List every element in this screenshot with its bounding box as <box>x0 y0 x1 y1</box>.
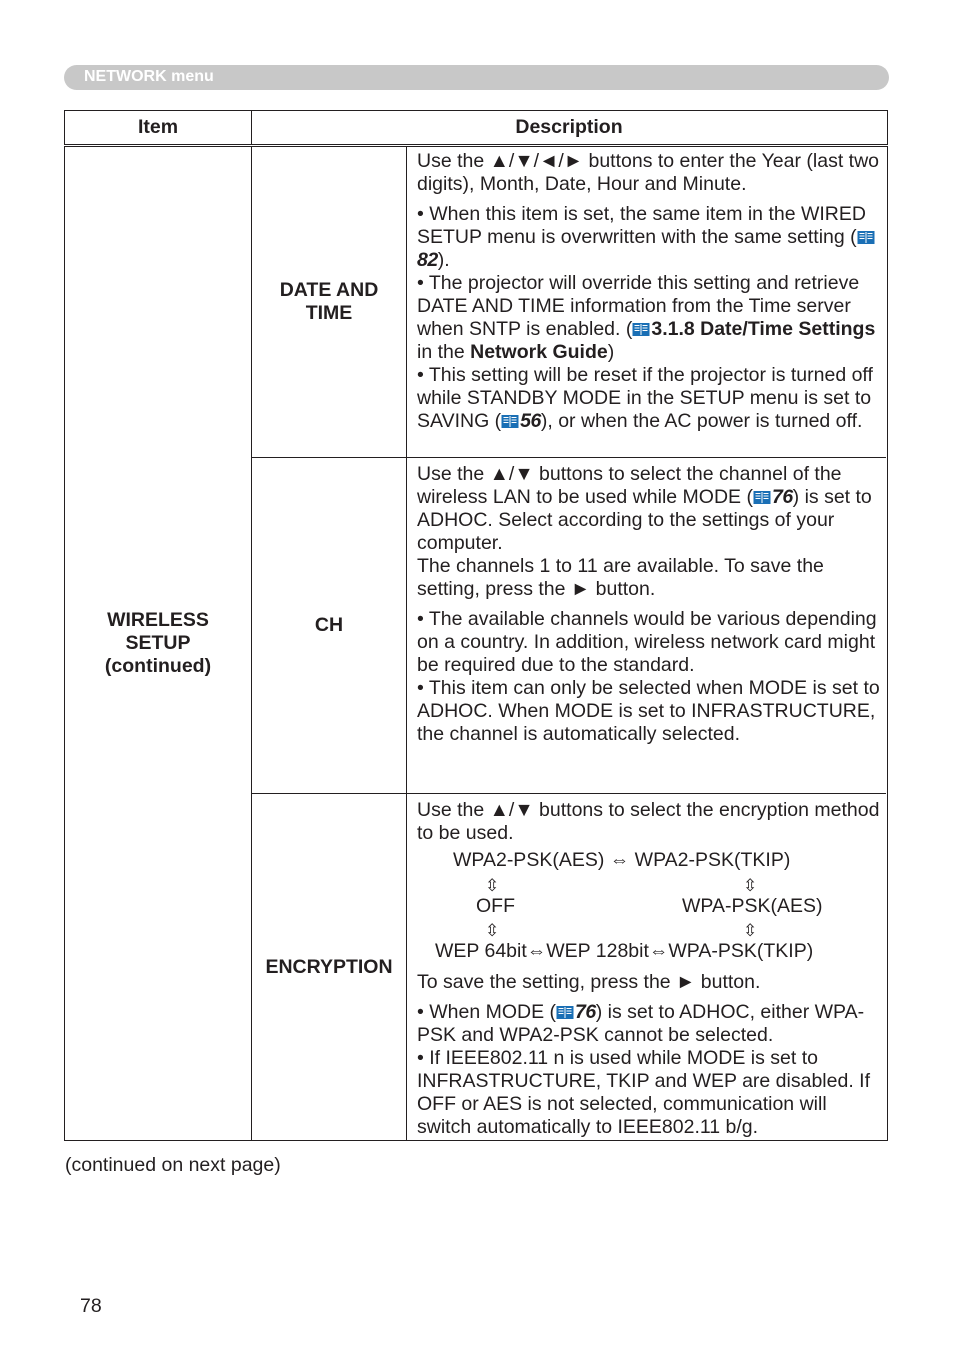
date-time-para-2: • When this item is set, the same item in the WIRED SETUP menu is overwritten with the same setting (82). <box>417 203 882 272</box>
manual-reference-book-icon <box>556 1005 574 1020</box>
flow-arrow-updown-icon: ⇳ <box>743 921 758 940</box>
flow-arrow-updown-icon: ⇳ <box>485 921 500 940</box>
encryption-cycle-diagram <box>417 849 882 967</box>
ch-para-3: • The available channels would be various depending on a country. In addition, wireless network card might be required due to the standard. <box>417 608 877 676</box>
flow-arrow-updown-icon: ⇳ <box>743 876 758 895</box>
column-header-item: Item <box>65 111 252 144</box>
page-reference: 76 <box>575 1001 596 1023</box>
date-time-para-4: • This setting will be reset if the projector is turned off while STANDBY MODE in the SETUP menu is set to SAVING ( 56), or when the AC power is turned off. <box>417 364 873 432</box>
flow-row-wep: WEP 64bit⇔WEP 128bit⇔WPA-PSK(TKIP) <box>435 940 814 962</box>
date-time-para-1: Use the ▲/▼/◄/► buttons to enter the Year (last two digits), Month, Date, Hour and Minute. <box>417 150 880 195</box>
encryption-para-1: Use the ▲/▼ buttons to select the encryption method to be used. <box>417 799 880 844</box>
encryption-para-3: • When MODE ( 76) is set to ADHOC, either WPA-PSK and WPA2-PSK cannot be selected. <box>417 1001 865 1046</box>
encryption-para-4: • If IEEE802.11 n is used while MODE is set to INFRASTRUCTURE, TKIP and WEP are disabled. If OFF or AES is not selected, communication will switch automatically to IEEE802.11 b/g. <box>417 1047 870 1138</box>
section-title: NETWORK menu <box>84 68 214 85</box>
flow-wpa-aes: WPA-PSK(AES) <box>682 895 823 917</box>
ch-para-1: Use the ▲/▼ buttons to select the channel of the wireless LAN to be used while MODE ( 76) is set to ADHOC. Select according to the settings of your computer. <box>417 463 872 554</box>
date-time-para-3: • The projector will override this setting and retrieve DATE AND TIME information from the Time server when SNTP is enabled. ( 3.1.8 Date/Time Settings in the Network Guide) <box>417 272 876 363</box>
page-reference: 82 <box>417 249 438 271</box>
encryption-description-bottom <box>417 971 882 1139</box>
ch-para-4: • This item can only be selected when MODE is set to ADHOC. When MODE is set to INFRASTRUCTURE, the channel is automatically selected. <box>417 677 880 745</box>
flow-arrow-updown-icon: ⇳ <box>485 876 500 895</box>
item-cell-date-and-time: DATE AND TIME <box>252 147 407 458</box>
encryption-para-2: To save the setting, press the ► button. <box>417 971 761 993</box>
ch-para-2: The channels 1 to 11 are available. To save the setting, press the ► button. <box>417 555 824 600</box>
section-header-bar <box>64 65 889 90</box>
manual-reference-book-icon <box>632 322 650 337</box>
encryption-description-top <box>417 799 882 845</box>
page-number: 78 <box>80 1295 102 1317</box>
manual-reference-book-icon <box>857 230 875 245</box>
column-header-description: Description <box>515 116 623 138</box>
page-reference: 56 <box>520 410 541 432</box>
item-cell-ch: CH <box>252 458 407 794</box>
table-header <box>64 110 888 145</box>
manual-reference-book-icon <box>753 490 771 505</box>
manual-reference-book-icon <box>501 414 519 429</box>
page-reference: 76 <box>771 486 793 508</box>
group-cell-wireless-setup: WIRELESS SETUP (continued) <box>65 147 252 1140</box>
date-time-description <box>417 150 882 433</box>
flow-off: OFF <box>476 895 515 917</box>
ch-description <box>417 463 882 746</box>
continued-note: (continued on next page) <box>65 1154 281 1176</box>
item-cell-encryption: ENCRYPTION <box>252 794 407 1140</box>
flow-row-wpa2: WPA2-PSK(AES) ⇔ WPA2-PSK(TKIP) <box>453 849 791 871</box>
